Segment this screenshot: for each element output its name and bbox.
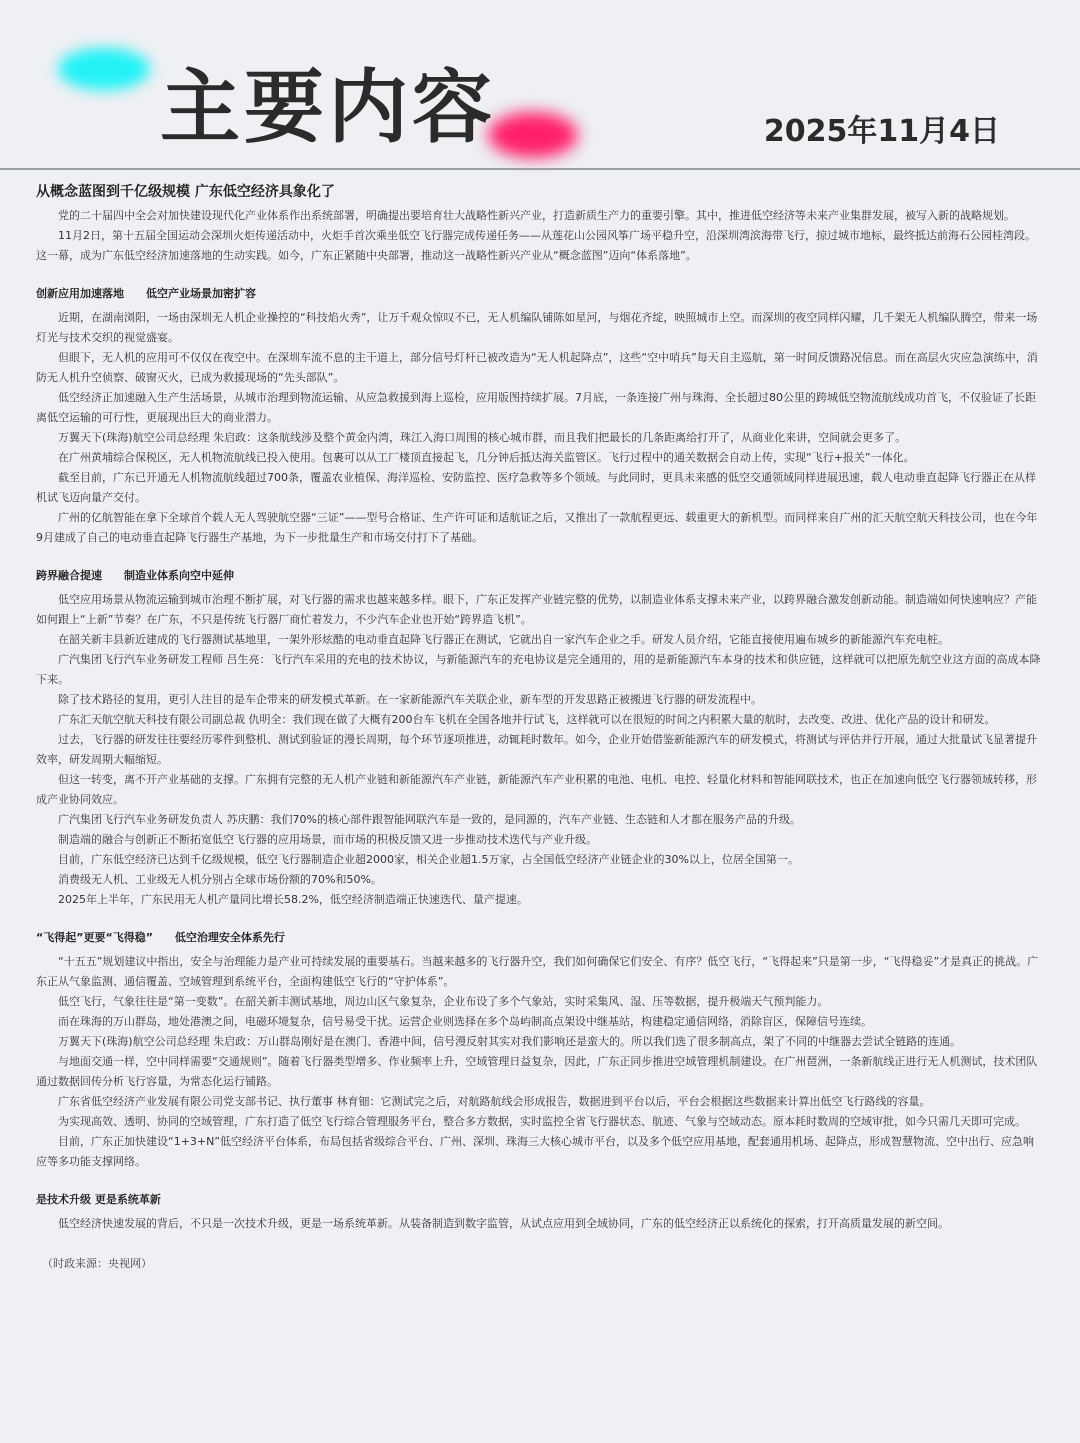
paragraph: 而在珠海的万山群岛，地处港澳之间，电磁环境复杂，信号易受干扰。运营企业则选择在多个岛屿制高点架设中继基站，构建稳定通信网络，消除盲区，保障信号连续。 <box>58 1015 872 1028</box>
page-date: 2025年11月4日 <box>763 114 1000 149</box>
paragraph: 除了技术路径的复用，更引人注目的是车企带来的研发模式革新。在一家新能源汽车关联企业，新车型的开发思路正被搬进飞行器的研发流程中。 <box>58 693 762 706</box>
paragraph: 2025年上半年，广东民用无人机产量同比增长58.2%，低空经济制造端正快速迭代、量产提速。 <box>58 893 528 906</box>
article-headline: 从概念蓝图到千亿级规模 广东低空经济具象化了 <box>36 184 335 200</box>
paragraph: 制造端的融合与创新正不断拓宽低空飞行器的应用场景，而市场的积极反馈又进一步推动技术迭代与产业升级。 <box>58 833 597 846</box>
paragraph: 广东省低空经济产业发展有限公司党支部书记、执行董事 林育钿：它测试完之后，对航路航线会形成报告，数据进到平台以后，平台会根据这些数据来计算出低空飞行路线的容量。 <box>58 1095 931 1108</box>
section-heading: “飞得起”更要“飞得稳” 低空治理安全体系先行 <box>36 931 285 944</box>
paragraph: 低空应用场景从物流运输到城市治理不断扩展，对飞行器的需求也越来越多样。眼下，广东正发挥产业链完整的优势，以制造业体系支撑未来产业，以跨界融合激发创新动能。制造端如何快速响应？产能如何跟上“上新”节奏？在广东，不只是传统飞行器厂商忙着发力，不少汽车企业也开始“跨界造飞机”。 <box>36 593 1037 626</box>
paragraph: 广东汇天航空航天科技有限公司副总裁 仇明全：我们现在做了大概有200台车飞机在全国各地并行试飞，这样就可以在很短的时间之内积累大量的航时，去改变、改进、优化产品的设计和研发。 <box>58 713 996 726</box>
header <box>0 0 1080 170</box>
paragraph: 目前，广东正加快建设“1+3+N”低空经济平台体系，布局包括省级综合平台、广州、深圳、珠海三大核心城市平台，以及多个低空应用基地，配套通用机场、起降点，形成智慧物流、空中出行、应急响应等多功能支撑网络。 <box>36 1135 1035 1168</box>
paragraph: 低空经济正加速融入生产生活场景，从城市治理到物流运输、从应急救援到海上巡检，应用版图持续扩展。7月底，一条连接广州与珠海、全长超过80公里的跨城低空物流航线成功首飞，不仅验证了长距离低空运输的可行性，更展现出巨大的商业潜力。 <box>36 391 1036 424</box>
paragraph: 为实现高效、透明、协同的空域管理，广东打造了低空飞行综合管理服务平台，整合多方数据，实时监控全省飞行器状态、航迹、气象与空域动态。原本耗时数周的空域审批，如今只需几天即可完成。 <box>58 1115 1026 1128</box>
paragraph: 低空经济快速发展的背后，不只是一次技术升级，更是一场系统革新。从装备制造到数字监管，从试点应用到全域协同，广东的低空经济正以系统化的探索，打开高质量发展的新空间。 <box>58 1217 949 1230</box>
section-heading: 是技术升级 更是系统革新 <box>36 1193 161 1206</box>
paragraph: 目前，广东低空经济已达到千亿级规模，低空飞行器制造企业超2000家，相关企业超1.5万家，占全国低空经济产业链企业的30%以上，位居全国第一。 <box>58 853 799 866</box>
paragraph: 广汽集团飞行汽车业务研发负责人 苏庆鹏：我们70%的核心部件跟智能网联汽车是一致的，是同源的，汽车产业链、生态链和人才都在服务产品的升级。 <box>58 813 801 826</box>
article <box>36 182 1044 1274</box>
source-credit: （时政来源：央视网） <box>42 1257 152 1270</box>
paragraph: 近期，在湖南浏阳，一场由深圳无人机企业操控的“科技焰火秀”，让万千观众惊叹不已，无人机编队铺陈如星河，与烟花齐绽，映照城市上空。而深圳的夜空同样闪耀，几千架无人机编队腾空，带来一场灯光与技术交织的视觉盛宴。 <box>36 311 1038 344</box>
paragraph: 低空飞行，气象往往是“第一变数”。在韶关新丰测试基地，周边山区气象复杂，企业布设了多个气象站，实时采集风、湿、压等数据，提升极端天气预判能力。 <box>58 995 829 1008</box>
paragraph: 在韶关新丰县新近建成的飞行器测试基地里，一架外形炫酷的电动垂直起降飞行器正在测试，它就出自一家汽车企业之手。研发人员介绍，它能直接使用遍布城乡的新能源汽车充电桩。 <box>58 633 949 646</box>
paragraph: 与地面交通一样，空中同样需要“交通规则”。随着飞行器类型增多、作业频率上升，空域管理日益复杂，因此，广东正同步推进空域管理机制建设。在广州琶洲，一条新航线正进行无人机测试，技术团队通过数据回传分析飞行容量，为常态化运行铺路。 <box>36 1055 1038 1088</box>
paragraph: 万翼天下(珠海)航空公司总经理 朱启政：万山群岛刚好是在澳门、香港中间，信号漫反射其实对我们影响还是蛮大的。所以我们选了很多制高点，架了不同的中继器去尝试全链路的连通。 <box>58 1035 962 1048</box>
header-divider <box>0 168 1080 170</box>
section-heading: 创新应用加速落地 低空产业场景加密扩容 <box>36 287 256 300</box>
paragraph: 但这一转变，离不开产业基础的支撑。广东拥有完整的无人机产业链和新能源汽车产业链，新能源汽车产业积累的电池、电机、电控、轻量化材料和智能网联技术，也正在加速向低空飞行器领域转移，形成产业协同效应。 <box>36 773 1037 806</box>
paragraph: 广汽集团飞行汽车业务研发工程师 吕生亮：飞行汽车采用的充电的技术协议，与新能源汽车的充电协议是完全通用的，用的是新能源汽车本身的技术和供应链，这样就可以把原先航空业这方面的高成本降下来。 <box>36 653 1041 686</box>
page-title: 主要内容 <box>160 61 496 154</box>
paragraph: 消费级无人机、工业级无人机分别占全球市场份额的70%和50%。 <box>58 873 382 886</box>
paragraph: 广州的亿航智能在拿下全球首个载人无人驾驶航空器“三证”——型号合格证、生产许可证和适航证之后，又推出了一款航程更远、载重更大的新机型。而同样来自广州的汇天航空航天科技公司，也在今年9月建成了自己的电动垂直起降飞行器生产基地，为下一步批量生产和市场交付打下了基础。 <box>36 511 1038 544</box>
paragraph: 但眼下，无人机的应用可不仅仅在夜空中。在深圳车流不息的主干道上，部分信号灯杆已被改造为“无人机起降点”，这些“空中哨兵”每天自主巡航，第一时间反馈路况信息。而在高层火灾应急演练中，消防无人机升空侦察、破窗灭火，已成为救援现场的“先头部队”。 <box>36 351 1038 384</box>
paragraph: 过去，飞行器的研发往往要经历零件到整机、测试到验证的漫长周期，每个环节逐项推进，动辄耗时数年。如今，企业开始借鉴新能源汽车的研发模式，将测试与评估并行开展，通过大批量试飞显著提升效率，研发周期大幅缩短。 <box>36 733 1037 766</box>
paragraph: 万翼天下(珠海)航空公司总经理 朱启政：这条航线涉及整个黄金内湾，珠江入海口周围的核心城市群，而且我们把最长的几条距离给打开了，从商业化来讲，空间就会更多了。 <box>58 431 907 444</box>
paragraph: “十五五”规划建议中指出，安全与治理能力是产业可持续发展的重要基石。当越来越多的飞行器升空，我们如何确保它们安全、有序？低空飞行，“飞得起来”只是第一步，“飞得稳妥”才是真正的挑战。广东正从气象监测、通信覆盖、空域管理到系统平台，全面构建低空飞行的“守护体系”。 <box>36 955 1039 988</box>
pink-glow-decoration <box>488 112 578 158</box>
paragraph: 在广州黄埔综合保税区，无人机物流航线已投入使用。包裹可以从工厂楼顶直接起飞，几分钟后抵达海关监管区。飞行过程中的通关数据会自动上传，实现“飞行+报关”一体化。 <box>58 451 915 464</box>
paragraph: 党的二十届四中全会对加快建设现代化产业体系作出系统部署，明确提出要培育壮大战略性新兴产业，打造新质生产力的重要引擎。其中，推进低空经济等未来产业集群发展，被写入新的战略规划。 <box>58 209 1015 222</box>
paragraph: 截至目前，广东已开通无人机物流航线超过700条，覆盖农业植保、海洋巡检、安防监控、医疗急救等多个领域。与此同时，更具未来感的低空交通领域同样进展迅速，载人电动垂直起降飞行器正在从样机试飞迈向量产交付。 <box>36 471 1036 504</box>
section-heading: 跨界融合提速 制造业体系向空中延伸 <box>36 569 234 582</box>
paragraph: 11月2日，第十五届全国运动会深圳火炬传递活动中，火炬手首次乘坐低空飞行器完成传递任务——从莲花山公园风筝广场平稳升空，沿深圳湾滨海带飞行，掠过城市地标，最终抵达前海石公园桂湾段。这一幕，成为广东低空经济加速落地的生动实践。如今，广东正紧随中央部署，推动这一战略性新兴产业从“概念蓝图”迈向“体系落地”。 <box>36 229 1036 262</box>
cyan-glow-decoration <box>58 48 150 90</box>
